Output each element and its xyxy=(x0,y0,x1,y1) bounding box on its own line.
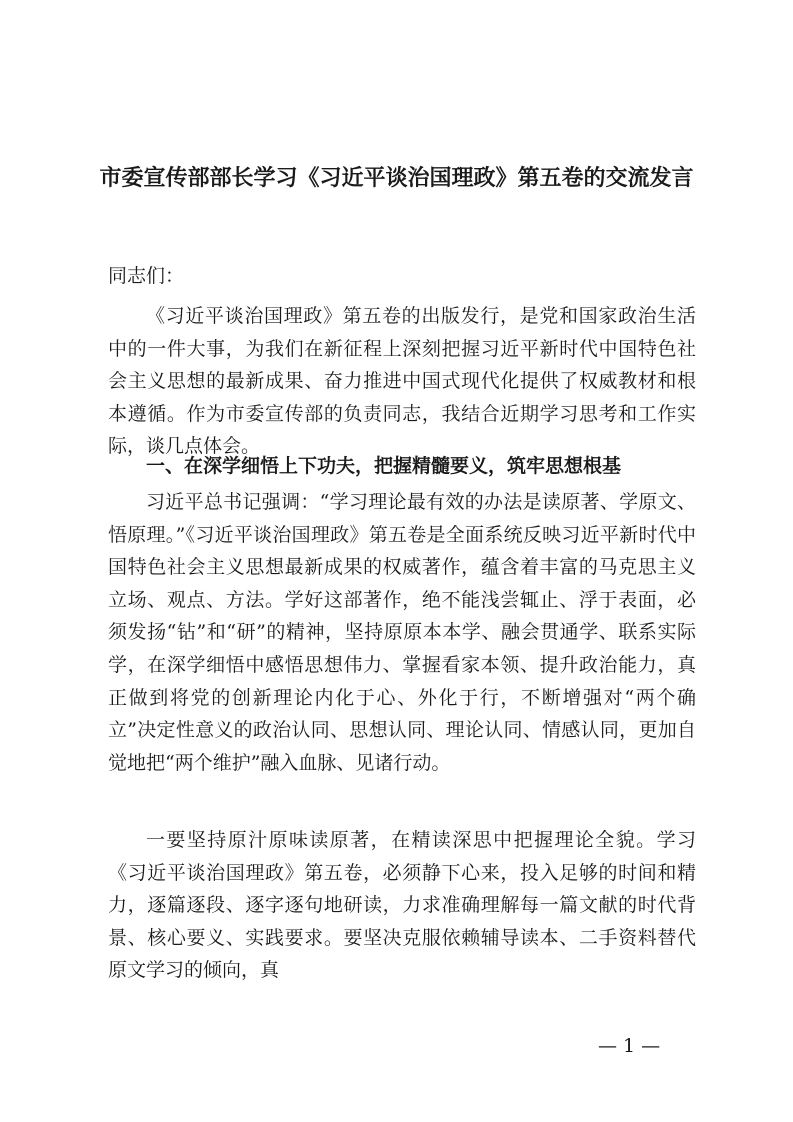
paragraph-section-1: 习近平总书记强调：“学习理论最有效的办法是读原著、学原文、悟原理。”《习近平谈治国理政》第五卷是全面系统反映习近平新时代中国特色社会主义思想最新成果的权威著作，蕴含着丰富的马克思主义立场、观点、方法。学好这部著作，绝不能浅尝辄止、浮于表面，必须发扬“钻”和“研”的精神，坚持原原本本学、融会贯通学、联系实际学，在深学细悟中感悟思想伟力、掌握看家本领、提升政治能力，真正做到将党的创新理论内化于心、外化于行，不断增强对“两个确立”决定性意义的政治认同、思想认同、理论认同、情感认同，更加自觉地把“两个维护”融入血脉、见诸行动。 xyxy=(108,491,696,774)
section-heading-1: 一、在深学细悟上下功夫，把握精髓要义，筑牢思想根基 xyxy=(146,455,622,477)
page-number: — 1 — xyxy=(598,1035,661,1057)
paragraph-point-1: 一要坚持原汁原味读原著，在精读深思中把握理论全貌。学习《习近平谈治国理政》第五卷，必须静下心来，投入足够的时间和精力，逐篇逐段、逐字逐句地研读，力求准确理解每一篇文献的时代背景、核心要义、实践要求。要坚决克服依赖辅导读本、二手资料替代原文学习的倾向，真 xyxy=(108,829,696,982)
salutation: 同志们： xyxy=(108,265,185,287)
paragraph-intro: 《习近平谈治国理政》第五卷的出版发行，是党和国家政治生活中的一件大事，为我们在新征程上深刻把握习近平新时代中国特色社会主义思想的最新成果、奋力推进中国式现代化提供了权威教材和根本遵循。作为市委宣传部的负责同志，我结合近期学习思考和工作实际，谈几点体会。 xyxy=(108,305,696,458)
document-title: 市委宣传部部长学习《习近平谈治国理政》第五卷的交流发言 xyxy=(99,166,694,191)
